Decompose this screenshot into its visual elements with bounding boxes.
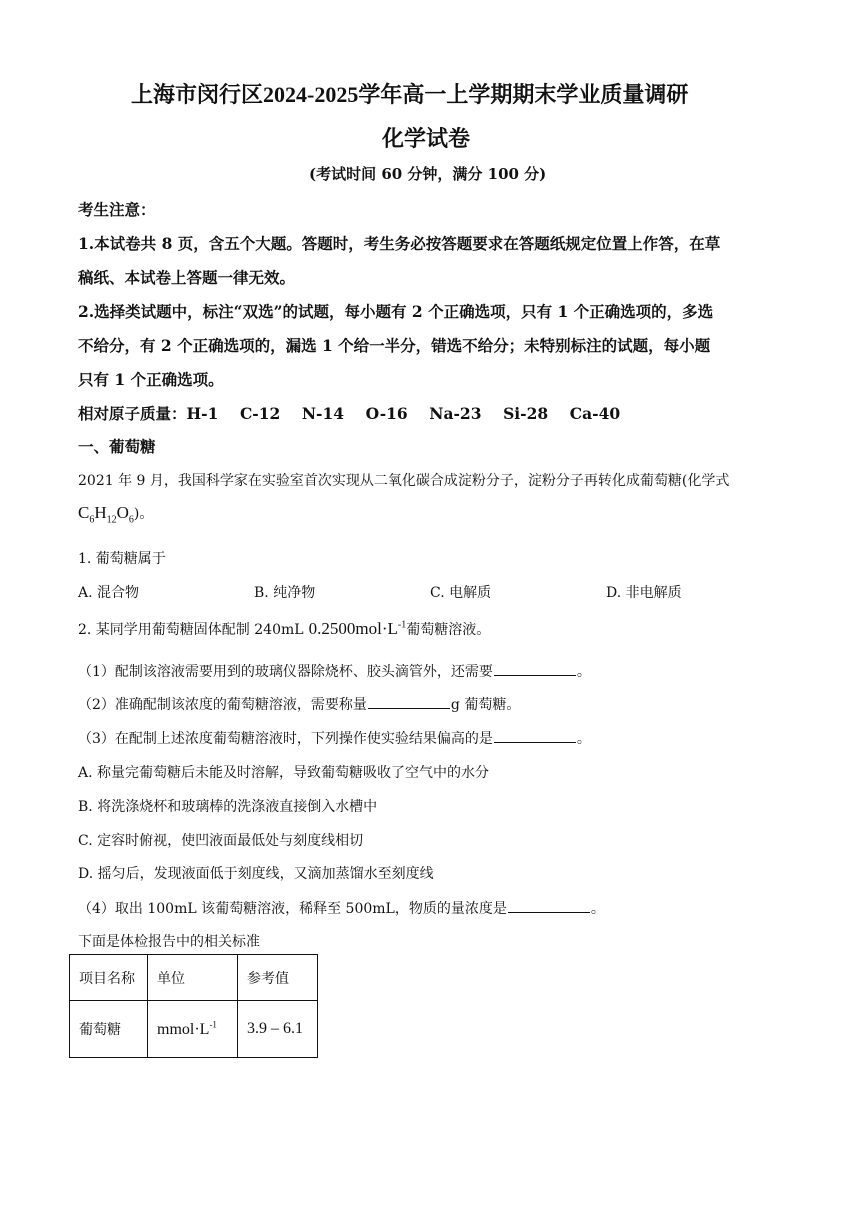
answer-blank[interactable] bbox=[494, 728, 576, 743]
concentration-expression: $0.2500mol\cdot L^{-1}$ bbox=[308, 619, 407, 638]
glucose-formula-line: $C_6H_{12}O_6$)。 bbox=[78, 503, 154, 526]
atomic-mass-line: 相对原子质量：H-1 C-12 N-14 O-16 Na-23 Si-28 Ca-40 bbox=[78, 404, 621, 423]
q1-option-c: C. 电解质 bbox=[430, 585, 492, 601]
table-header-cell: 参考值 bbox=[238, 955, 318, 1001]
table-cell-unit: $mmol\cdot L^{-1}$ bbox=[148, 1001, 238, 1058]
section-heading: 一、葡萄糖 bbox=[78, 437, 156, 456]
q1-option-d: D. 非电解质 bbox=[606, 585, 682, 601]
q2-option-d: D. 摇匀后，发现液面低于刻度线，又滴加蒸馏水至刻度线 bbox=[78, 866, 434, 882]
table-cell-reference: 3.9 – 6.1 bbox=[238, 1001, 318, 1058]
q1-option-a: A. 混合物 bbox=[78, 585, 140, 601]
notice-heading: 考生注意： bbox=[78, 200, 156, 219]
table-header-row bbox=[70, 955, 318, 1001]
q2-option-c: C. 定容时俯视，使凹液面最低处与刻度线相切 bbox=[78, 833, 364, 849]
table-row bbox=[70, 1001, 318, 1058]
exam-info: (考试时间 60 分钟，满分 100 分) bbox=[309, 165, 547, 183]
q2-sub3: （3）在配制上述浓度葡萄糖溶液时，下列操作使实验结果偏高的是 。 bbox=[78, 728, 591, 748]
notice-line: 只有 1 个正确选项。 bbox=[78, 370, 224, 389]
notice-line: 1.本试卷共 8 页，含五个大题。答题时，考生务必按答题要求在答题纸规定位置上作答，在草 bbox=[78, 234, 721, 253]
notice-line: 2.选择类试题中，标注“双选”的试题，每小题有 2 个正确选项，只有 1 个正确选项的，多选 bbox=[78, 302, 714, 321]
page-title: 上海市闵行区2024-2025学年高一上学期期末学业质量调研 bbox=[131, 82, 689, 107]
question-2-stem: 2. 某同学用葡萄糖固体配制 240mL $0.2500mol\cdot L^{-1}$葡萄糖溶液。 bbox=[78, 619, 491, 638]
answer-blank[interactable] bbox=[368, 694, 450, 709]
q2-option-a: A. 称量完葡萄糖后未能及时溶解，导致葡萄糖吸收了空气中的水分 bbox=[78, 765, 490, 781]
table-cell-name: 葡萄糖 bbox=[70, 1001, 148, 1058]
q2-option-b: B. 将洗涤烧杯和玻璃棒的洗涤液直接倒入水槽中 bbox=[78, 799, 378, 815]
q2-sub1: （1）配制该溶液需要用到的玻璃仪器除烧杯、胶头滴管外，还需要 。 bbox=[78, 661, 591, 681]
table-intro: 下面是体检报告中的相关标准 bbox=[78, 934, 260, 950]
question-1-stem: 1. 葡萄糖属于 bbox=[78, 551, 166, 567]
q1-option-b: B. 纯净物 bbox=[254, 585, 316, 601]
glucose-formula: $C_6H_{12}O_6$ bbox=[78, 503, 134, 526]
q2-sub2: （2）准确配制该浓度的葡萄糖溶液，需要称量 g 葡萄糖。 bbox=[78, 694, 520, 714]
answer-blank[interactable] bbox=[508, 898, 590, 913]
intro-text: 2021 年 9 月，我国科学家在实验室首次实现从二氧化碳合成淀粉分子，淀粉分子再转化成葡萄糖(化学式 bbox=[78, 473, 730, 489]
table-header-cell: 项目名称 bbox=[70, 955, 148, 1001]
q2-sub4: （4）取出 100mL 该葡萄糖溶液，稀释至 500mL，物质的量浓度是 。 bbox=[78, 898, 605, 918]
notice-line: 不给分，有 2 个正确选项的，漏选 1 个给一半分，错选不给分；未特别标注的试题，每小题 bbox=[78, 336, 711, 355]
table-header-cell: 单位 bbox=[148, 955, 238, 1001]
answer-blank[interactable] bbox=[494, 661, 576, 676]
page-subtitle: 化学试卷 bbox=[382, 126, 471, 152]
reference-table bbox=[69, 954, 318, 1058]
notice-line: 稿纸、本试卷上答题一律无效。 bbox=[78, 268, 296, 287]
